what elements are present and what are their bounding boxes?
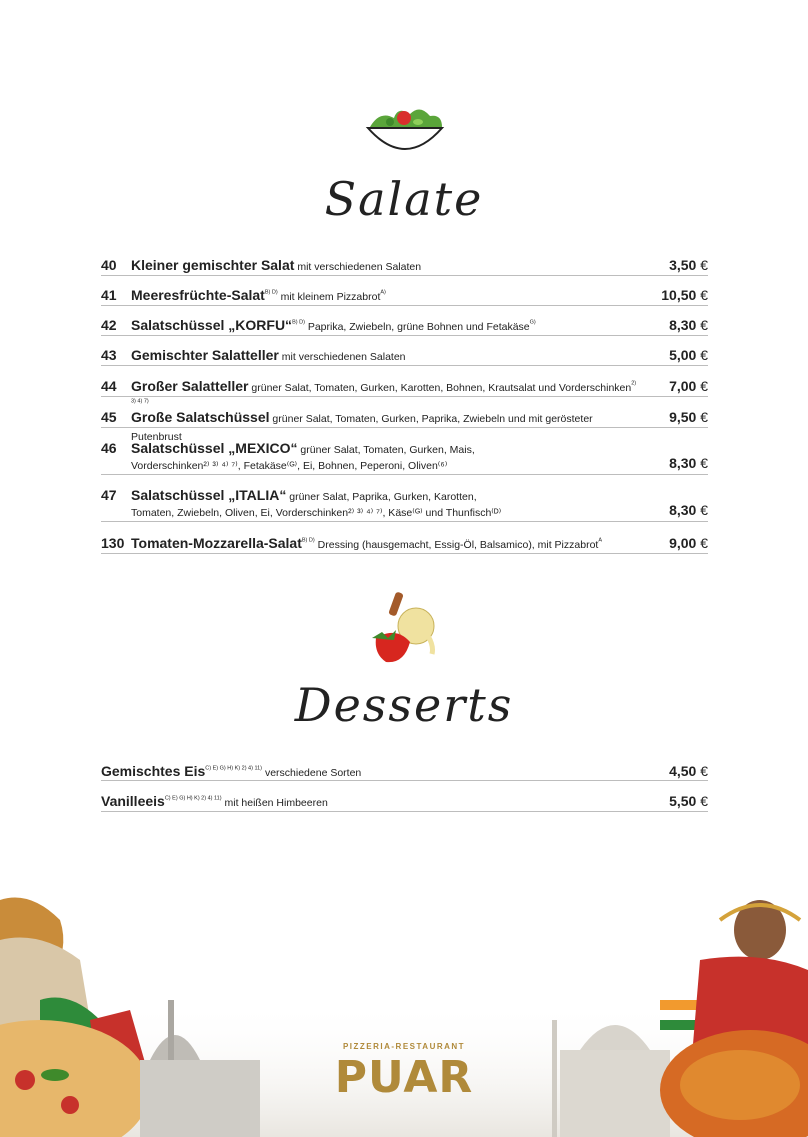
item-description: Paprika, Zwiebeln, grüne Bohnen und Fetakäse [304, 321, 530, 333]
item-price: 3,50 € [669, 257, 708, 273]
item-price: 4,50 € [669, 763, 708, 779]
item-number: 40 [101, 257, 117, 273]
item-name: Großer Salatteller [131, 378, 249, 394]
item-description: mit verschiedenen Salaten [294, 261, 422, 273]
item-price: 8,30 € [669, 455, 708, 471]
item-name: Meeresfrüchte-Salat [131, 287, 265, 303]
allergen-code: B) D) [292, 319, 305, 326]
item-name: Kleiner gemischter Salat [131, 257, 295, 273]
item-name: Große Salatschüssel [131, 409, 270, 425]
menu-item-44 [101, 366, 708, 405]
salate-menu [101, 251, 708, 554]
item-price: 10,50 € [661, 287, 708, 303]
menu-item-46 [101, 428, 708, 475]
item-name: Gemischtes Eis [101, 763, 206, 779]
salad-bowl-icon [360, 100, 450, 162]
dessert-item [101, 755, 708, 781]
menu-item-41 [101, 276, 708, 306]
item-description: grüner Salat, Tomaten, Gurken, Mais, [297, 444, 475, 456]
item-description: mit verschiedenen Salaten [278, 351, 406, 363]
item-price: 8,30 € [669, 502, 708, 518]
item-number: 41 [101, 287, 117, 303]
menu-item-40 [101, 251, 708, 276]
allergen-code: 2) 3) 4) 7) [131, 380, 637, 405]
item-description: grüner Salat, Paprika, Gurken, Karotten, [286, 491, 477, 503]
item-name: Salatschüssel „ITALIA“ [131, 487, 287, 503]
item-description: mit kleinem Pizzabrot [277, 291, 381, 303]
allergen-code: B) D) [301, 537, 315, 544]
desserts-menu [101, 755, 708, 812]
item-price: 8,30 € [669, 317, 708, 333]
menu-item-130 [101, 522, 708, 554]
item-number: 42 [101, 317, 117, 333]
dessert-item [101, 781, 708, 812]
item-description: grüner Salat, Tomaten, Gurken, Paprika, Zwiebeln und mit gerösteter Putenbrust [131, 413, 593, 443]
logo-subtitle: PIZZERIA-RESTAURANT [342, 1042, 466, 1051]
item-price: 5,50 € [669, 793, 708, 809]
item-price: 5,00 € [669, 347, 708, 363]
item-name: Vanilleeis [101, 793, 165, 809]
item-description: grüner Salat, Tomaten, Gurken, Karotten, Bohnen, Krautsalat und Vorderschinken [248, 382, 632, 394]
item-description-line2: Tomaten, Zwiebeln, Oliven, Ei, Vorderschinken²⁾ ³⁾ ⁴⁾ ⁷⁾, Käse⁽ᴳ⁾ und Thunfisch⁽ᴰ⁾ [131, 507, 502, 519]
menu-item-45 [101, 397, 708, 443]
item-description-line2: Vorderschinken²⁾ ³⁾ ⁴⁾ ⁷⁾, Fetakäse⁽ᴳ⁾, Ei, Bohnen, Peperoni, Oliven⁽⁶⁾ [131, 460, 448, 472]
item-name: Salatschüssel „KORFU“ [131, 317, 293, 333]
item-description: mit heißen Himbeeren [221, 797, 328, 809]
item-number: 130 [101, 535, 125, 551]
item-price: 9,50 € [669, 409, 708, 425]
item-number: 44 [101, 378, 117, 394]
logo-name: PUAR [334, 1052, 474, 1103]
menu-item-47 [101, 475, 708, 522]
allergen-code: C) E) G) H) K) 2) 4) 11) [164, 795, 222, 802]
menu-item-43 [101, 336, 708, 366]
salate-heading: Salate [324, 172, 484, 226]
desserts-heading: Desserts [294, 678, 514, 732]
allergen-code: B) D) [264, 289, 278, 296]
item-description: Dressing (hausgemacht, Essig-Öl, Balsamico), mit Pizzabrot [314, 539, 599, 551]
allergen-code: C) E) G) H) K) 2) 4) 11) [205, 765, 263, 772]
item-number: 46 [101, 440, 117, 456]
item-price: 7,00 € [669, 378, 708, 394]
allergen-code: A [598, 537, 602, 544]
item-name: Salatschüssel „MEXICO“ [131, 440, 298, 456]
item-number: 45 [101, 409, 117, 425]
item-number: 43 [101, 347, 117, 363]
item-name: Tomaten-Mozzarella-Salat [131, 535, 302, 551]
allergen-code: G) [529, 319, 536, 326]
allergen-code: A) [380, 289, 386, 296]
item-price: 9,00 € [669, 535, 708, 551]
menu-item-42 [101, 306, 708, 336]
item-number: 47 [101, 487, 117, 503]
ice-cream-strawberry-icon [368, 590, 440, 670]
item-name: Gemischter Salatteller [131, 347, 279, 363]
item-description: verschiedene Sorten [262, 767, 362, 779]
